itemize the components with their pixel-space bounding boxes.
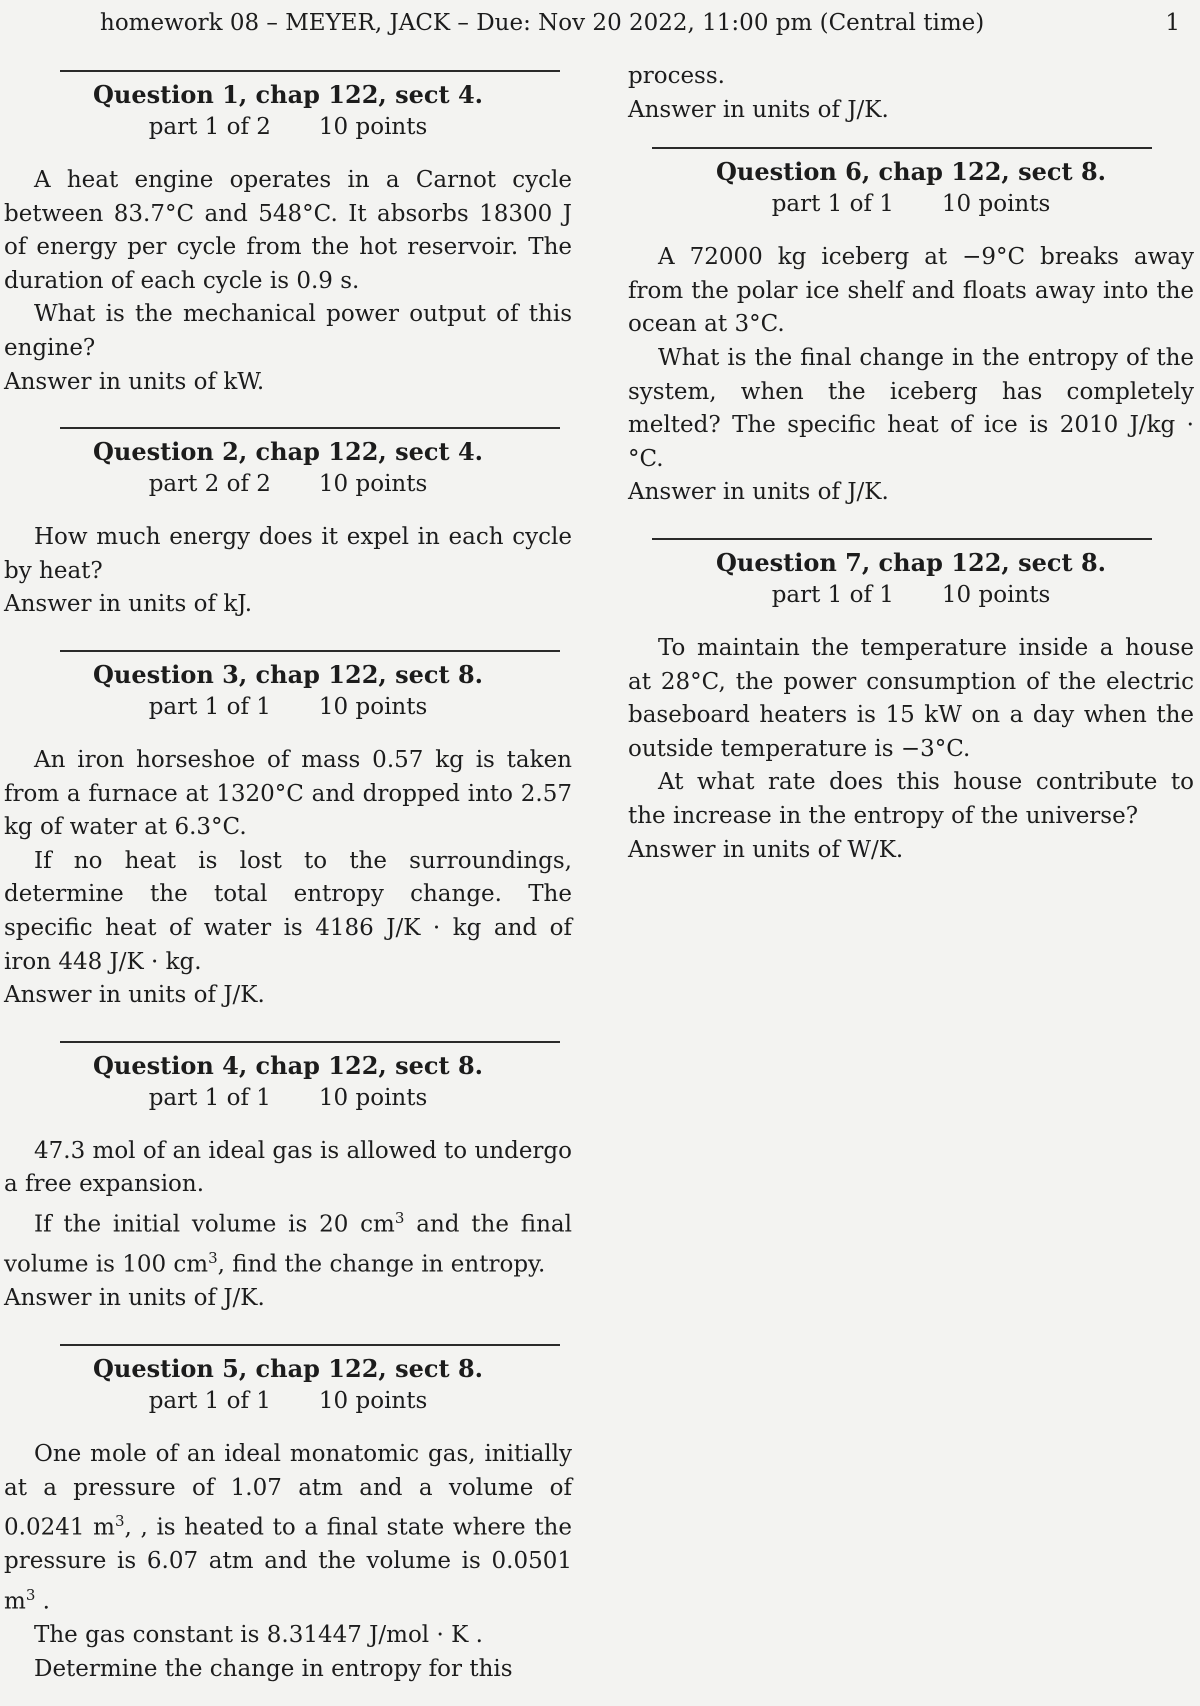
superscript: 3 xyxy=(25,1586,36,1604)
question-text: 47.3 mol of an ideal gas is allowed to undergo a free expansion. xyxy=(4,1137,572,1198)
divider xyxy=(652,538,1152,540)
question-part: part 1 of 1 xyxy=(148,1084,271,1111)
text-segment: One mole of an ideal monatomic gas, initially at a pressure of 1.07 atm and a volume of 0.0241 m xyxy=(4,1440,572,1541)
question-title: Question 4, chap 122, sect 8. xyxy=(92,1050,483,1080)
text-segment: If the initial volume is 20 cm xyxy=(34,1211,395,1238)
right-column xyxy=(628,60,1194,895)
question-7 xyxy=(628,538,1194,867)
question-title: Question 1, chap 122, sect 4. xyxy=(92,80,483,109)
superscript: 3 xyxy=(394,1208,405,1227)
question-points: 10 points xyxy=(318,114,428,140)
question-text: A 72000 kg iceberg at −9°C breaks away from the polar ice shelf and floats away into the ocean at 3°C. xyxy=(628,244,1194,338)
divider xyxy=(60,1041,560,1043)
question-4 xyxy=(4,1041,572,1316)
question-part: part 2 of 2 xyxy=(148,471,271,498)
question-6 xyxy=(628,147,1194,510)
question-5-continued xyxy=(628,60,1194,94)
question-body xyxy=(628,241,1194,476)
question-points: 10 points xyxy=(318,1387,428,1414)
question-points: 10 points xyxy=(318,471,428,498)
question-meta xyxy=(628,580,1194,610)
question-3 xyxy=(4,650,572,1013)
question-part: part 1 of 2 xyxy=(148,114,271,140)
text-segment: , , is heated to a final state where the pressure is 6.07 atm and the volume is 0.0501 m xyxy=(4,1514,572,1615)
question-2 xyxy=(4,427,572,622)
answer-units: Answer in units of J/K. xyxy=(628,479,889,506)
question-text: process. xyxy=(628,63,725,89)
question-text: Determine the change in entropy for this xyxy=(34,1655,513,1682)
header-title: homework 08 – MEYER, JACK – Due: Nov 20 2022, 11:00 pm (Central time) xyxy=(100,10,985,36)
question-text: What is the final change in the entropy of the system, when the iceberg has completely melted? The specific heat of ice is 2010 J/kg · °C. xyxy=(628,344,1194,472)
question-title: Question 7, chap 122, sect 8. xyxy=(715,547,1106,577)
question-text: The gas constant is 8.31447 J/mol · K . xyxy=(34,1622,483,1649)
question-points: 10 points xyxy=(941,191,1051,218)
left-column xyxy=(4,70,572,1686)
answer-units: Answer in units of J/K. xyxy=(4,1285,265,1312)
question-points: 10 points xyxy=(318,1084,428,1111)
question-meta xyxy=(628,189,1194,219)
question-meta xyxy=(4,1083,572,1113)
answer-units: Answer in units of kW. xyxy=(4,368,265,395)
question-text: What is the mechanical power output of this engine? xyxy=(4,301,572,361)
divider xyxy=(60,1344,560,1346)
question-text xyxy=(4,1202,572,1283)
answer-units: Answer in units of J/K. xyxy=(628,96,889,123)
text-segment: . xyxy=(35,1588,50,1615)
question-meta xyxy=(4,469,572,499)
question-text: To maintain the temperature inside a house at 28°C, the power consumption of the electric baseboard heaters is 15 kW on a day when the outside temperature is −3°C. xyxy=(628,634,1194,762)
divider xyxy=(60,70,560,72)
question-title: Question 2, chap 122, sect 4. xyxy=(92,437,483,467)
question-body xyxy=(4,521,572,588)
superscript: 3 xyxy=(208,1249,218,1268)
question-meta xyxy=(4,1386,572,1416)
question-body xyxy=(4,1135,572,1283)
question-part: part 1 of 1 xyxy=(771,581,894,608)
question-body xyxy=(4,1438,572,1686)
divider xyxy=(60,650,560,652)
answer-units: Answer in units of J/K. xyxy=(4,982,265,1009)
question-text xyxy=(4,1438,572,1619)
text-segment: and the final volume is 100 cm xyxy=(4,1211,572,1278)
question-text: If no heat is lost to the surroundings, determine the total entropy change. The specific heat of water is 4186 J/K · kg and of iron 448 J/K · kg. xyxy=(4,847,572,975)
question-points: 10 points xyxy=(941,581,1051,608)
question-points: 10 points xyxy=(318,693,428,720)
divider xyxy=(652,147,1152,149)
question-part: part 1 of 1 xyxy=(148,693,271,720)
question-title: Question 6, chap 122, sect 8. xyxy=(715,157,1106,187)
question-text: An iron horseshoe of mass 0.57 kg is taken from a furnace at 1320°C and dropped into 2.57 kg of water at 6.3°C. xyxy=(4,746,572,841)
page-header xyxy=(100,10,1180,36)
question-body xyxy=(628,632,1194,834)
question-body xyxy=(4,744,572,979)
question-5 xyxy=(4,1344,572,1686)
question-1 xyxy=(4,70,572,399)
question-text: At what rate does this house contribute to the increase in the entropy of the universe? xyxy=(628,769,1194,829)
question-title: Question 3, chap 122, sect 8. xyxy=(92,659,483,689)
answer-units: Answer in units of W/K. xyxy=(628,836,904,863)
answer-units: Answer in units of kJ. xyxy=(4,591,253,618)
question-body xyxy=(4,164,572,366)
question-meta xyxy=(4,692,572,722)
question-part: part 1 of 1 xyxy=(771,191,894,218)
question-part: part 1 of 1 xyxy=(148,1387,271,1414)
page-number: 1 xyxy=(1165,10,1180,36)
question-meta xyxy=(4,112,572,142)
question-text: A heat engine operates in a Carnot cycle between 83.7°C and 548°C. It absorbs 18300 J of energy per cycle from the hot reservoir. The duration of each cycle is 0.9 s. xyxy=(4,167,572,294)
question-text: How much energy does it expel in each cycle by heat? xyxy=(4,524,572,584)
divider xyxy=(60,427,560,429)
question-title: Question 5, chap 122, sect 8. xyxy=(92,1353,483,1383)
superscript: 3 xyxy=(114,1512,125,1531)
text-segment: , find the change in entropy. xyxy=(217,1251,546,1278)
